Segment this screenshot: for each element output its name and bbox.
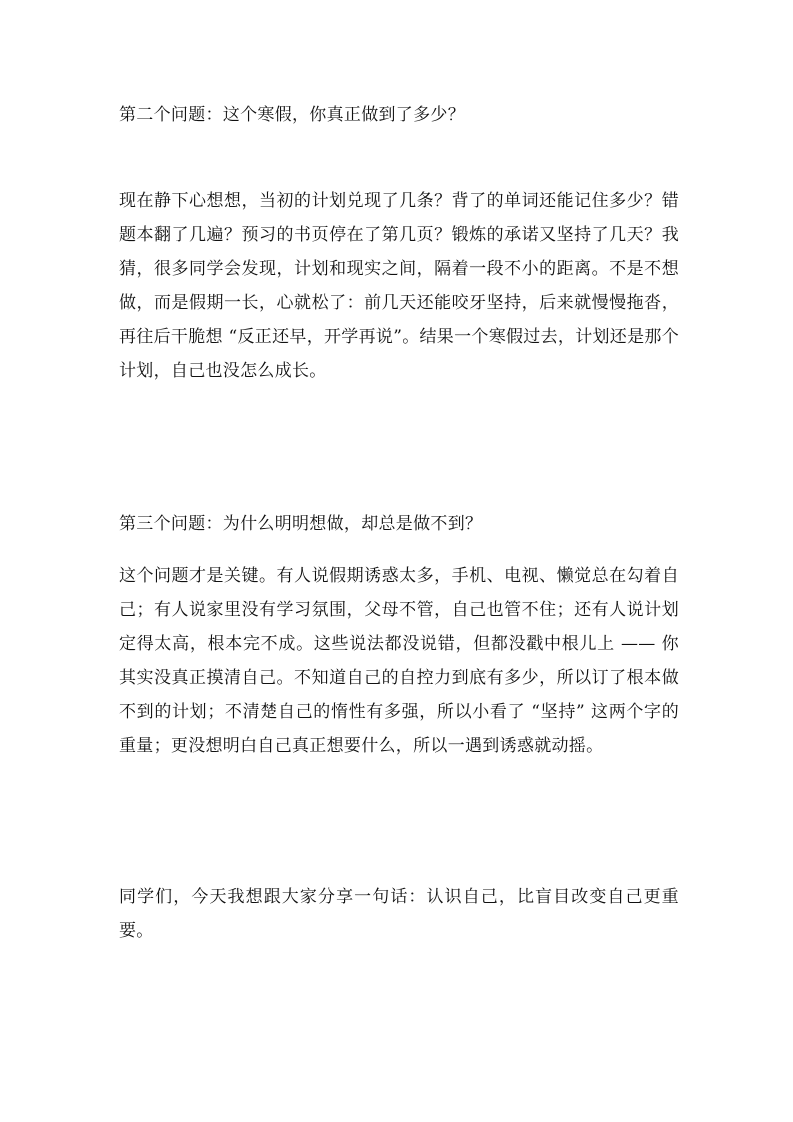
- question-three-heading: 第三个问题：为什么明明想做，却总是做不到？: [119, 514, 483, 534]
- question-three-body: 这个问题才是关键。有人说假期诱惑太多，手机、电视、懒觉总在勾着自己；有人说家里没有学习氛围，父母不管，自己也管不住；还有人说计划定得太高，根本完不成。这些说法都没说错，但都没戳中根儿上 —— 你其实没真正摸清自己。不知道自己的自控力到底有多少，所以订了根本做不到的计划；不清楚自己的惰性有多强，所以小看了 “坚持” 这两个字的重量；更没想明白自己真正想要什么，所以一遇到诱惑就动摇。: [119, 566, 679, 756]
- question-two-body: 现在静下心想想，当初的计划兑现了几条？背了的单词还能记住多少？错题本翻了几遍？预习的书页停在了第几页？锻炼的承诺又坚持了几天？我猜，很多同学会发现，计划和现实之间，隔着一段不小的距离。不是不想做，而是假期一长，心就松了：前几天还能咬牙坚持，后来就慢慢拖沓，再往后干脆想 “反正还早，开学再说”。结果一个寒假过去，计划还是那个计划，自己也没怎么成长。: [119, 191, 679, 381]
- closing-paragraph: 同学们，今天我想跟大家分享一句话：认识自己，比盲目改变自己更重要。: [119, 887, 679, 941]
- question-two-heading: 第二个问题：这个寒假，你真正做到了多少？: [119, 105, 465, 125]
